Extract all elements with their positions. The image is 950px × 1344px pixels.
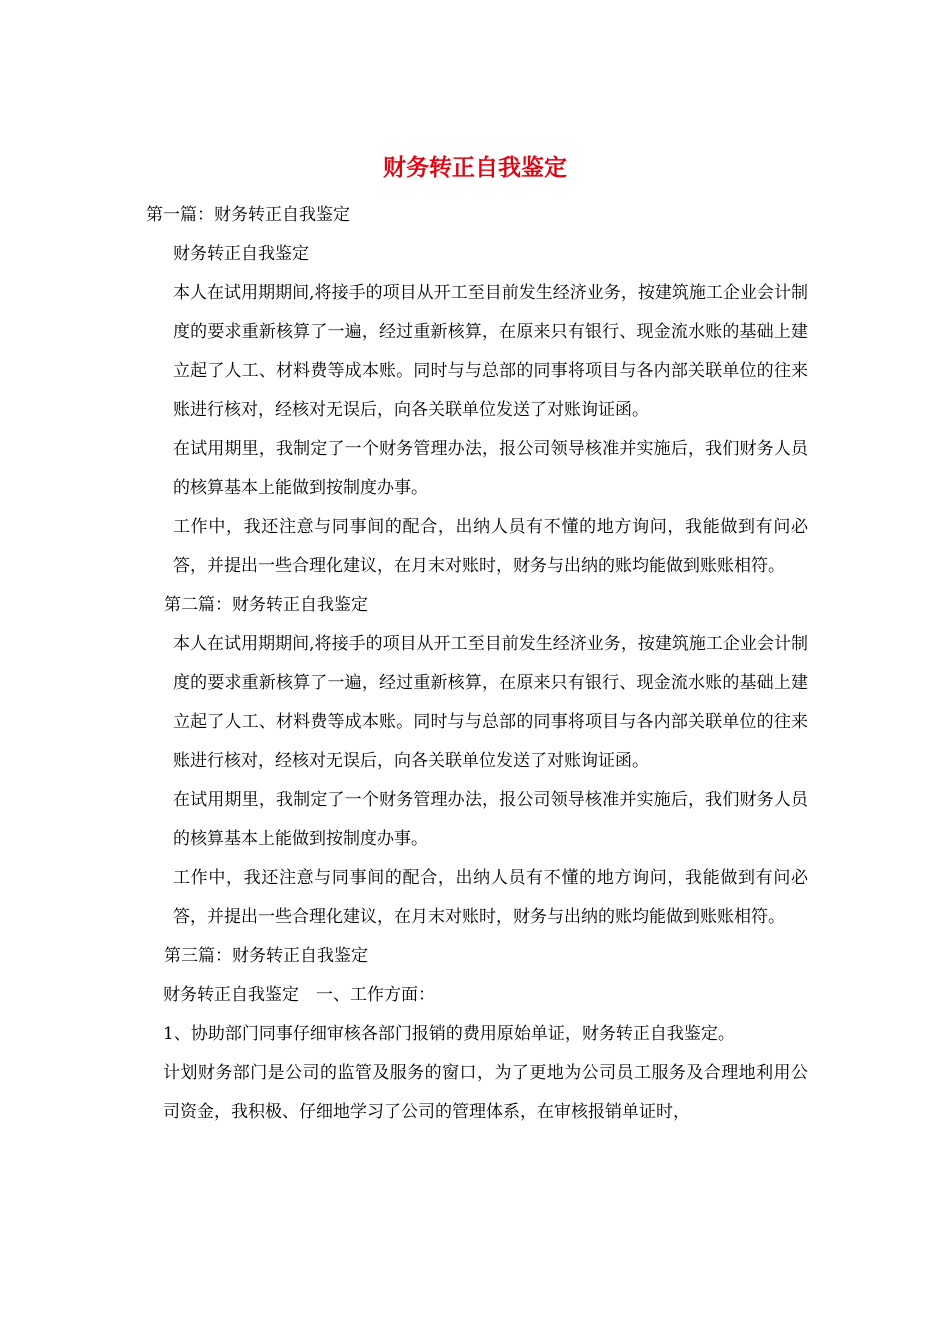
- paragraph: 在试用期里，我制定了一个财务管理办法，报公司领导核准并实施后，我们财务人员的核算基本上能做到按制度办事。: [173, 439, 808, 498]
- paragraph: 工作中，我还注意与同事间的配合，出纳人员有不懂的地方询问，我能做到有问必答，并提出一些合理化建议，在月末对账时，财务与出纳的账均能做到账账相符。: [173, 868, 808, 927]
- section-heading-3: 第三篇：财务转正自我鉴定: [164, 946, 368, 966]
- section-heading-2: 第二篇：财务转正自我鉴定: [164, 595, 368, 615]
- paragraph: 工作中，我还注意与同事间的配合，出纳人员有不懂的地方询问，我能做到有问必答，并提出一些合理化建议，在月末对账时，财务与出纳的账均能做到账账相符。: [173, 517, 808, 576]
- paragraph: 本人在试用期期间,将接手的项目从开工至目前发生经济业务，按建筑施工企业会计制度的要求重新核算了一遍，经过重新核算，在原来只有银行、现金流水账的基础上建立起了人工、材料费等成本账。同时与与总部的同事将项目与各内部关联单位的往来账进行核对，经核对无误后，向各关联单位发送了对账询证函。: [173, 634, 808, 771]
- paragraph: 本人在试用期期间,将接手的项目从开工至目前发生经济业务，按建筑施工企业会计制度的要求重新核算了一遍，经过重新核算，在原来只有银行、现金流水账的基础上建立起了人工、材料费等成本账。同时与与总部的同事将项目与各内部关联单位的往来账进行核对，经核对无误后，向各关联单位发送了对账询证函。: [173, 283, 808, 420]
- document-title: 财务转正自我鉴定: [383, 154, 567, 181]
- paragraph: 在试用期里，我制定了一个财务管理办法，报公司领导核准并实施后，我们财务人员的核算基本上能做到按制度办事。: [173, 790, 808, 849]
- paragraph: 财务转正自我鉴定 一、工作方面：: [163, 985, 435, 1005]
- paragraph: 财务转正自我鉴定: [173, 244, 309, 264]
- document-body: [146, 196, 808, 1132]
- paragraph: 1、协助部门同事仔细审核各部门报销的费用原始单证，财务转正自我鉴定。: [163, 1024, 735, 1044]
- section-heading-1: 第一篇：财务转正自我鉴定: [146, 205, 350, 225]
- paragraph: 计划财务部门是公司的监管及服务的窗口，为了更地为公司员工服务及合理地利用公司资金，我积极、仔细地学习了公司的管理体系，在审核报销单证时，: [163, 1063, 808, 1122]
